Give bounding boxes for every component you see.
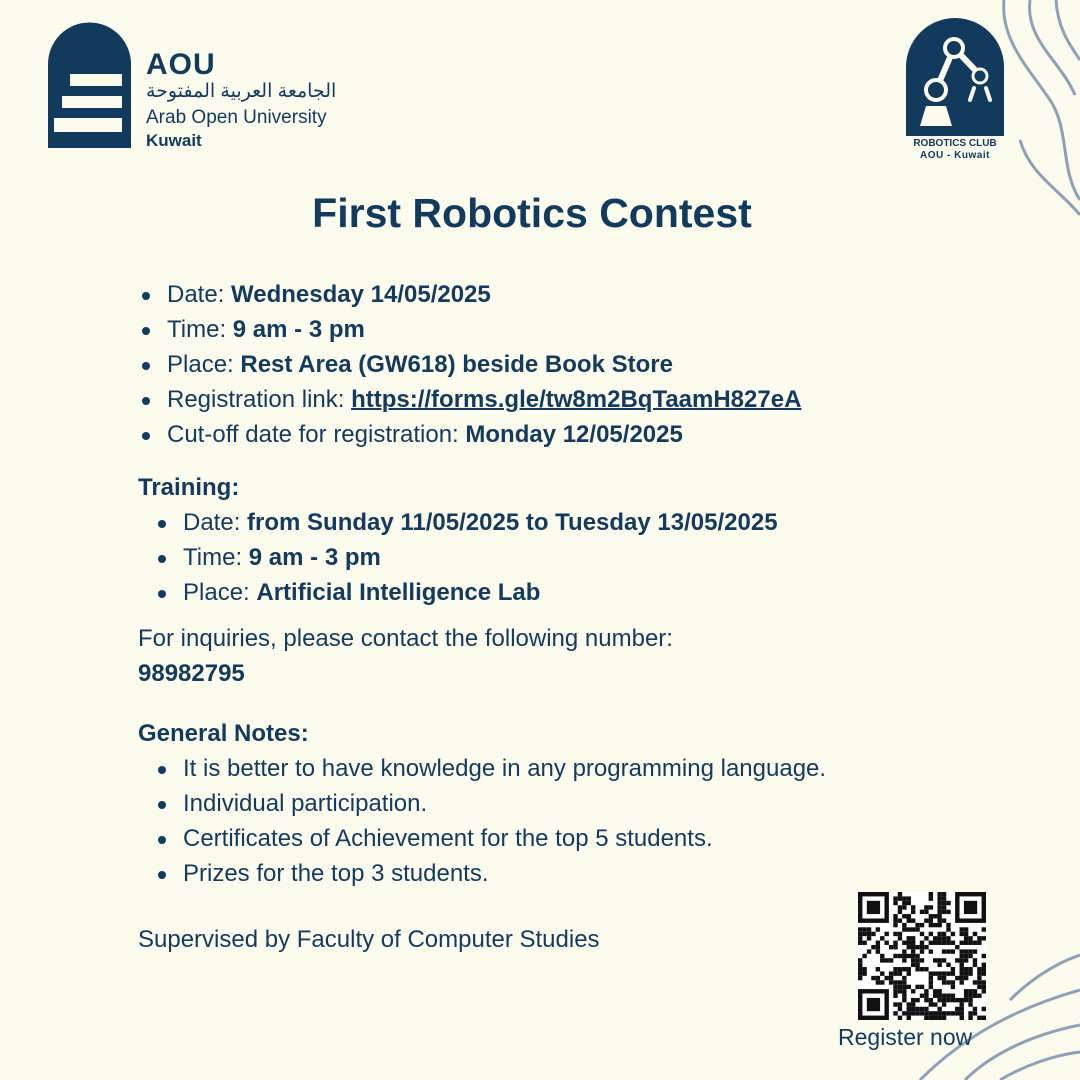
logo-arabic-name: الجامعة العربية المفتوحة	[146, 81, 337, 102]
page-title: First Robotics Contest	[312, 190, 752, 236]
logo-english-name: Arab Open University	[146, 107, 327, 128]
detail-cutoff-value: Monday 12/05/2025	[465, 421, 683, 448]
contest-details	[138, 277, 1018, 452]
detail-place: Place: Rest Area (GW618) beside Book Store	[138, 347, 1018, 382]
robotics-club-logo	[900, 18, 1010, 168]
training-time: Time: 9 am - 3 pm	[154, 540, 1018, 575]
robot-arm-icon	[906, 18, 1004, 136]
contact-number: 98982795	[138, 660, 245, 687]
detail-cutoff: Cut-off date for registration: Monday 12/05/2025	[138, 417, 1018, 452]
note-item: Certificates of Achievement for the top 5 students.	[154, 821, 1018, 856]
notes-heading: General Notes:	[138, 720, 309, 747]
register-now-label[interactable]: Register now	[838, 1024, 973, 1050]
club-subtitle: AOU - Kuwait	[920, 150, 990, 161]
note-item: Prizes for the top 3 students.	[154, 856, 1018, 891]
training-section	[138, 470, 1018, 610]
detail-registration: Registration link: https://forms.gle/tw8m2BqTaamH827eA	[138, 382, 1018, 417]
aou-logo-icon	[48, 22, 131, 148]
registration-link[interactable]: https://forms.gle/tw8m2BqTaamH827eA	[351, 386, 802, 413]
registration-qr-code[interactable]	[858, 892, 986, 1020]
training-heading: Training:	[138, 474, 240, 501]
detail-time-value: 9 am - 3 pm	[232, 316, 365, 343]
detail-date-value: Wednesday 14/05/2025	[231, 281, 491, 308]
note-item: Individual participation.	[154, 786, 1018, 821]
supervised-by: Supervised by Faculty of Computer Studies	[138, 926, 600, 953]
club-name: ROBOTICS CLUB	[913, 138, 997, 149]
detail-time: Time: 9 am - 3 pm	[138, 312, 1018, 347]
contact-section	[138, 621, 1018, 691]
training-date: Date: from Sunday 11/05/2025 to Tuesday 13/05/2025	[154, 505, 1018, 540]
detail-place-value: Rest Area (GW618) beside Book Store	[240, 351, 673, 378]
notes-section	[138, 716, 1018, 891]
logo-name: AOU	[146, 48, 216, 81]
contact-text: For inquiries, please contact the following number:	[138, 625, 673, 652]
training-place: Place: Artificial Intelligence Lab	[154, 575, 1018, 610]
note-item: It is better to have knowledge in any programming language.	[154, 751, 1018, 786]
logo-country: Kuwait	[146, 131, 202, 150]
aou-logo	[48, 22, 368, 152]
detail-date: Date: Wednesday 14/05/2025	[138, 277, 1018, 312]
